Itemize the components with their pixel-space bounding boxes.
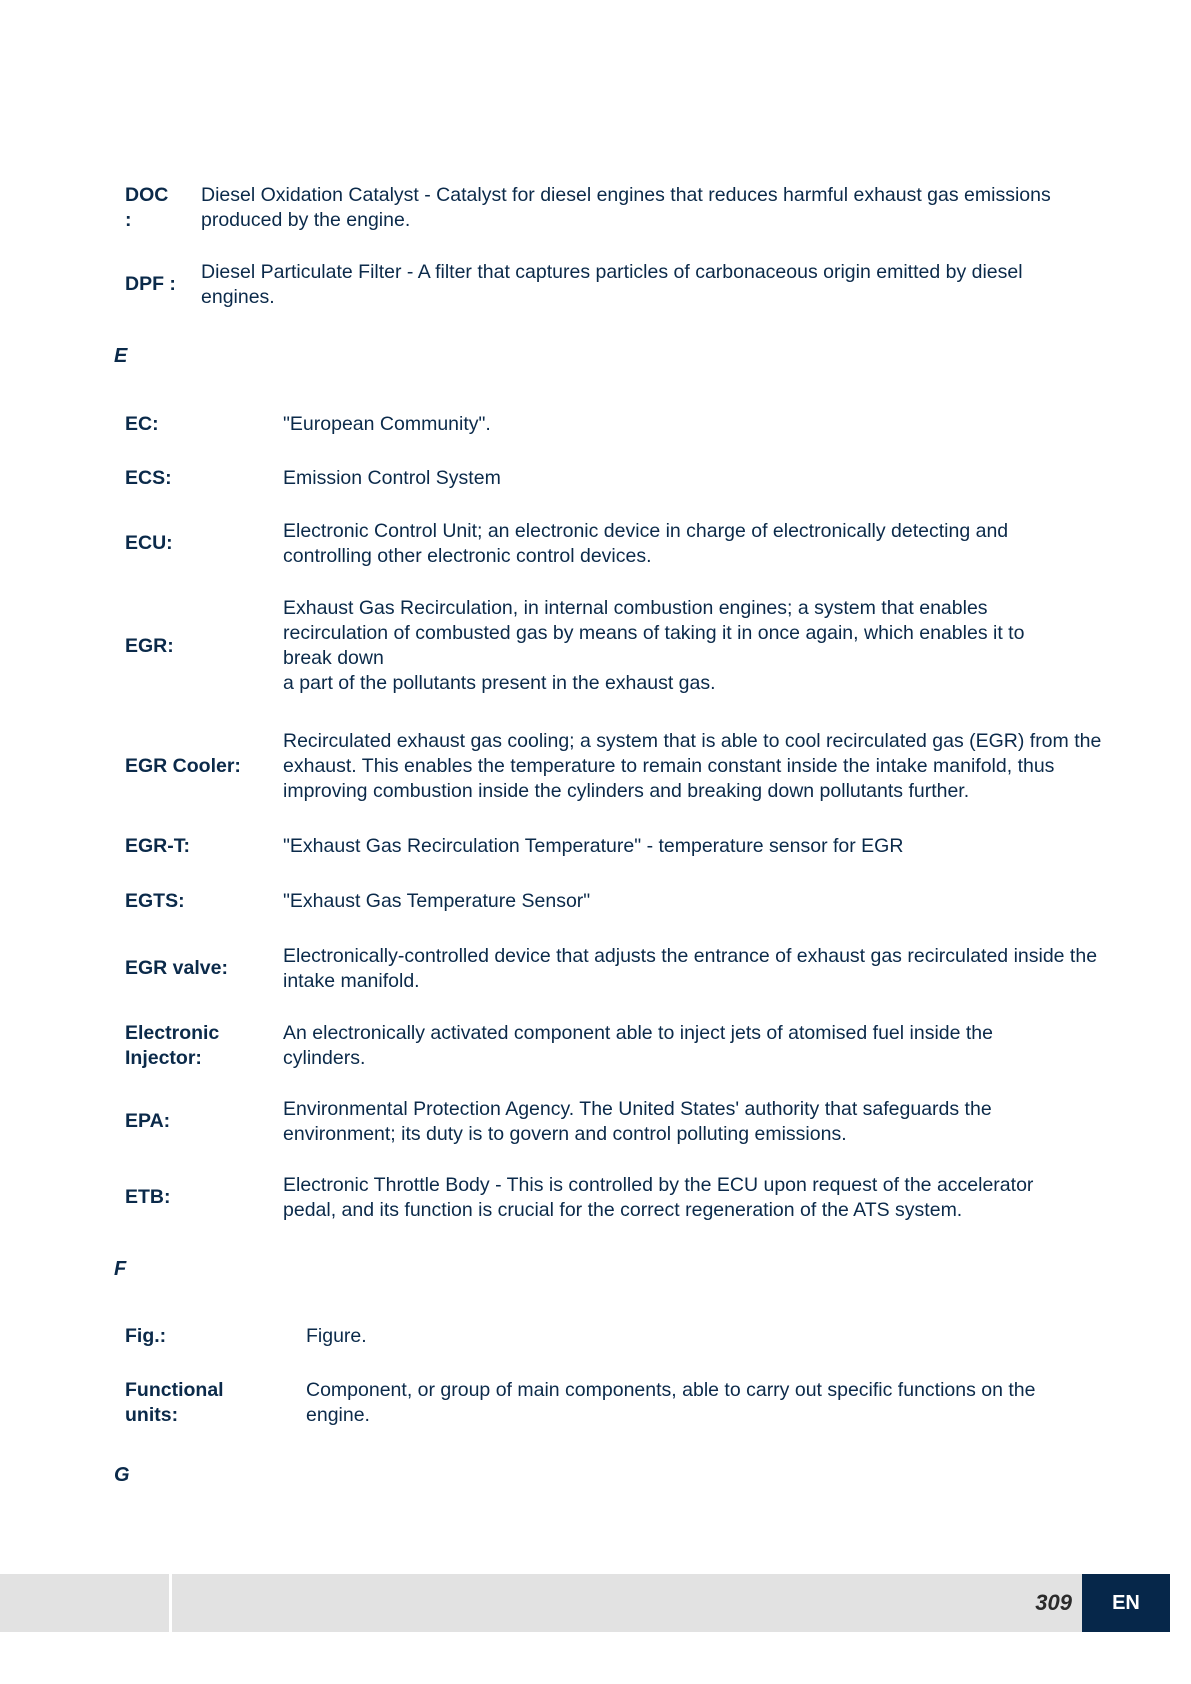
glossary-definition: Component, or group of main components, able to carry out specific functions on the engine. (306, 1379, 1036, 1426)
page-number: 309 (1035, 1590, 1072, 1615)
glossary-definition: Electronic Throttle Body - This is controlled by the ECU upon request of the accelerator pedal, and its function is crucial for the correct regeneration of the ATS system. (283, 1174, 1034, 1221)
glossary-term: EC: (125, 413, 159, 435)
glossary-term: EGTS: (125, 890, 185, 912)
section-letter-g: G (114, 1464, 130, 1486)
glossary-term: ETB: (125, 1186, 171, 1208)
language-badge: EN (1082, 1574, 1170, 1632)
section-letter-e: E (114, 345, 128, 367)
glossary-definition: Diesel Particulate Filter - A filter that captures particles of carbonaceous origin emitted by diesel engines. (201, 261, 1023, 308)
glossary-definition: "Exhaust Gas Temperature Sensor" (283, 890, 591, 912)
glossary-term: EGR-T: (125, 835, 190, 857)
glossary-term: EPA: (125, 1110, 171, 1132)
glossary-term: EGR valve: (125, 957, 228, 979)
glossary-term: ECS: (125, 467, 172, 489)
glossary-definition: An electronically activated component able to inject jets of atomised fuel inside the cylinders. (283, 1022, 993, 1069)
footer-divider (169, 1574, 172, 1632)
page-footer (0, 1574, 1170, 1632)
glossary-definition: Exhaust Gas Recirculation, in internal combustion engines; a system that enables recirculation of combusted gas by means of taking it in once again, which enables it to break down a part of the pollutants present in the exhaust gas. (283, 597, 1025, 694)
glossary-definition: Recirculated exhaust gas cooling; a system that is able to cool recirculated gas (EGR) from the exhaust. This enables the temperature to remain constant inside the intake manifold, thus improving combustion inside the cylinders and breaking down pollutants further. (283, 730, 1102, 802)
glossary-definition: Electronic Control Unit; an electronic device in charge of electronically detecting and controlling other electronic control devices. (283, 520, 1009, 567)
glossary-term: Fig.: (125, 1325, 167, 1347)
glossary-definition: "European Community". (283, 413, 491, 435)
glossary-entry-dpf (125, 260, 1105, 310)
glossary-definition: Emission Control System (283, 467, 501, 489)
glossary-definition: Environmental Protection Agency. The United States' authority that safeguards the environment; its duty is to govern and control polluting emissions. (283, 1098, 992, 1145)
glossary-term: ECU: (125, 532, 173, 554)
glossary-term: DPF : (125, 273, 176, 295)
glossary-entry-doc (125, 183, 1105, 233)
glossary-definition: "Exhaust Gas Recirculation Temperature" - temperature sensor for EGR (283, 835, 904, 857)
glossary-term: DOC : (125, 184, 169, 231)
glossary-definition: Diesel Oxidation Catalyst - Catalyst for diesel engines that reduces harmful exhaust gas emissions produced by the engine. (201, 184, 1051, 231)
glossary-definition: Figure. (306, 1325, 367, 1347)
glossary-term: Functional units: (125, 1379, 224, 1426)
glossary-term: EGR: (125, 635, 174, 657)
glossary-term: Electronic Injector: (125, 1022, 220, 1069)
section-letter-f: F (114, 1258, 127, 1280)
glossary-term: EGR Cooler: (125, 755, 241, 777)
glossary-definition: Electronically-controlled device that adjusts the entrance of exhaust gas recirculated inside the intake manifold. (283, 945, 1098, 992)
